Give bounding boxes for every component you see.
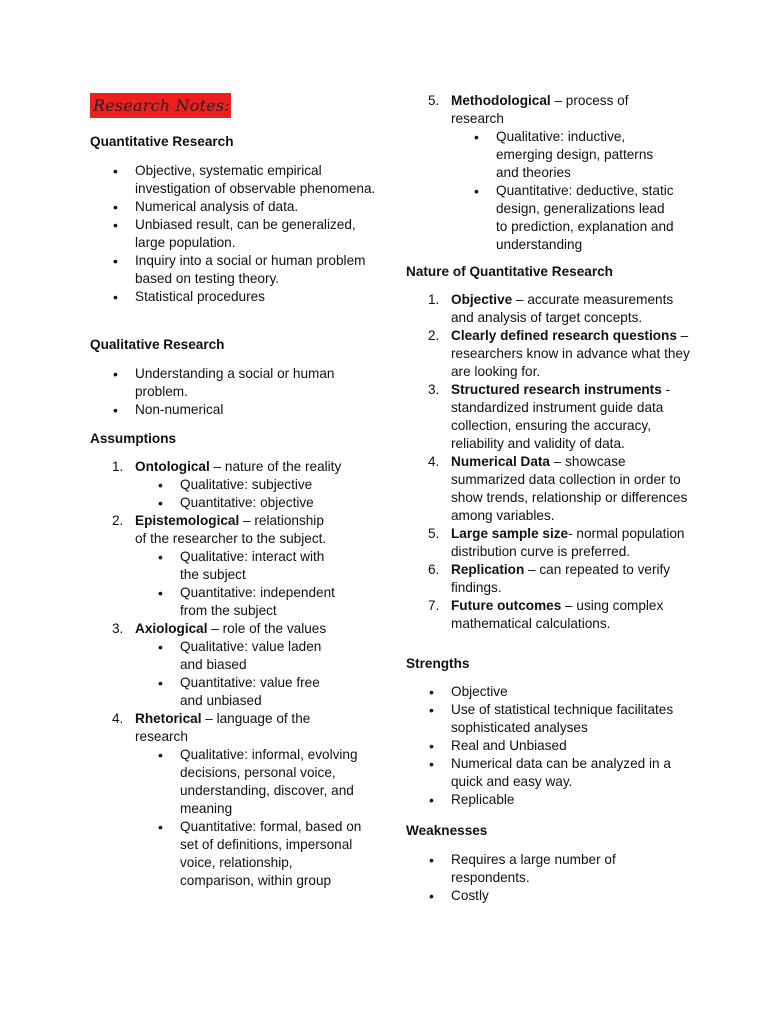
sub-list bbox=[451, 128, 676, 254]
list-item bbox=[406, 597, 696, 633]
sub-list bbox=[135, 548, 335, 620]
term-description: - normal population distribution curve is preferred. bbox=[451, 526, 685, 559]
list-item bbox=[406, 92, 674, 254]
term: Structured research instruments bbox=[451, 382, 662, 397]
term-description: – showcase summarized data collection in order to show trends, relationship or differences among variables. bbox=[451, 454, 688, 523]
term: Axiological bbox=[135, 621, 208, 636]
sub-list-item: • Quantitative: objective bbox=[135, 494, 335, 512]
term: Epistemological bbox=[135, 513, 240, 528]
term-description: – role of the values bbox=[207, 621, 327, 636]
list-item: • Statistical procedures bbox=[90, 288, 380, 306]
list-item bbox=[406, 381, 696, 453]
list-number: 5. bbox=[428, 526, 440, 541]
term: Objective bbox=[451, 292, 513, 307]
sub-list-item: • Quantitative: deductive, static design, generalizations lead to prediction, explanation and understanding bbox=[451, 182, 676, 254]
term-description: – can repeated to verify findings. bbox=[451, 562, 671, 595]
list-item: • Unbiased result, can be generalized, large population. bbox=[90, 216, 380, 252]
sub-list-item: • Qualitative: inductive, emerging design, patterns and theories bbox=[451, 128, 676, 182]
sub-list-item: • Qualitative: subjective bbox=[135, 476, 335, 494]
list-number: 3. bbox=[112, 621, 124, 636]
list-item: • Objective bbox=[406, 683, 696, 701]
list-item: • Understanding a social or human problem. bbox=[90, 365, 350, 401]
list-item bbox=[406, 561, 696, 597]
list-item bbox=[90, 512, 335, 620]
sub-list bbox=[135, 638, 335, 710]
list-item: • Inquiry into a social or human problem based on testing theory. bbox=[90, 252, 380, 288]
sub-list-item: • Quantitative: independent from the subject bbox=[135, 584, 335, 620]
list-item: • Numerical analysis of data. bbox=[90, 198, 380, 216]
term-description: – nature of the reality bbox=[209, 459, 342, 474]
list-number: 2. bbox=[428, 328, 440, 343]
nature-heading: Nature of Quantitative Research bbox=[406, 264, 613, 279]
term: Future outcomes bbox=[451, 598, 562, 613]
term-description: – researchers know in advance what they are looking for. bbox=[451, 328, 690, 379]
sub-list-item: • Qualitative: interact with the subject bbox=[135, 548, 335, 584]
page-title: Research Notes: bbox=[90, 93, 231, 118]
list-item bbox=[406, 327, 696, 381]
quantitative-heading: Quantitative Research bbox=[90, 134, 234, 149]
weaknesses-heading: Weaknesses bbox=[406, 823, 488, 838]
list-number: 7. bbox=[428, 598, 440, 613]
list-number: 5. bbox=[428, 93, 440, 108]
list-item: • Numerical data can be analyzed in a quick and easy way. bbox=[406, 755, 696, 791]
term-description: – accurate measurements and analysis of target concepts. bbox=[451, 292, 674, 325]
term-description: – process of research bbox=[451, 93, 629, 126]
list-item: • Objective, systematic empirical investigation of observable phenomena. bbox=[90, 162, 380, 198]
term: Numerical Data bbox=[451, 454, 550, 469]
list-number: 4. bbox=[428, 454, 440, 469]
quantitative-list bbox=[90, 162, 380, 306]
list-number: 1. bbox=[428, 292, 440, 307]
sub-list-item: • Qualitative: informal, evolving decisions, personal voice, understanding, discover, and meaning bbox=[135, 746, 365, 818]
strengths-list bbox=[406, 683, 696, 809]
assumptions-list-continued bbox=[406, 92, 696, 254]
strengths-heading: Strengths bbox=[406, 656, 470, 671]
list-item: • Use of statistical technique facilitates sophisticated analyses bbox=[406, 701, 696, 737]
term-description: – using complex mathematical calculations. bbox=[451, 598, 664, 631]
term: Large sample size bbox=[451, 526, 569, 541]
list-number: 2. bbox=[112, 513, 124, 528]
sub-list bbox=[135, 746, 365, 890]
nature-list bbox=[406, 291, 696, 633]
term: Rhetorical bbox=[135, 711, 202, 726]
list-item bbox=[406, 291, 696, 327]
list-item bbox=[90, 620, 380, 710]
term-description: – language of the research bbox=[135, 711, 311, 744]
term: Ontological bbox=[135, 459, 210, 474]
list-item: • Requires a large number of respondents. bbox=[406, 851, 646, 887]
assumptions-list bbox=[90, 458, 380, 890]
term-description: – relationship of the researcher to the subject. bbox=[135, 513, 327, 546]
qualitative-heading: Qualitative Research bbox=[90, 337, 225, 352]
term-description: - standardized instrument guide data collection, ensuring the accuracy, reliability and validity of data. bbox=[451, 382, 671, 451]
term: Methodological bbox=[451, 93, 551, 108]
sub-list-item: • Quantitative: value free and unbiased bbox=[135, 674, 335, 710]
sub-list bbox=[135, 476, 335, 512]
weaknesses-list bbox=[406, 851, 646, 905]
list-number: 1. bbox=[112, 459, 124, 474]
list-number: 6. bbox=[428, 562, 440, 577]
list-item: • Real and Unbiased bbox=[406, 737, 696, 755]
list-item: • Costly bbox=[406, 887, 646, 905]
sub-list-item: • Qualitative: value laden and biased bbox=[135, 638, 335, 674]
list-item bbox=[90, 458, 380, 512]
term: Replication bbox=[451, 562, 525, 577]
qualitative-list bbox=[90, 365, 350, 419]
list-number: 3. bbox=[428, 382, 440, 397]
list-item bbox=[406, 453, 696, 525]
list-item: • Replicable bbox=[406, 791, 696, 809]
list-item bbox=[90, 710, 365, 890]
list-item: • Non-numerical bbox=[90, 401, 350, 419]
list-number: 4. bbox=[112, 711, 124, 726]
sub-list-item: • Quantitative: formal, based on set of definitions, impersonal voice, relationship, comparison, within group bbox=[135, 818, 365, 890]
list-item bbox=[406, 525, 701, 561]
term: Clearly defined research questions bbox=[451, 328, 677, 343]
assumptions-heading: Assumptions bbox=[90, 431, 177, 446]
